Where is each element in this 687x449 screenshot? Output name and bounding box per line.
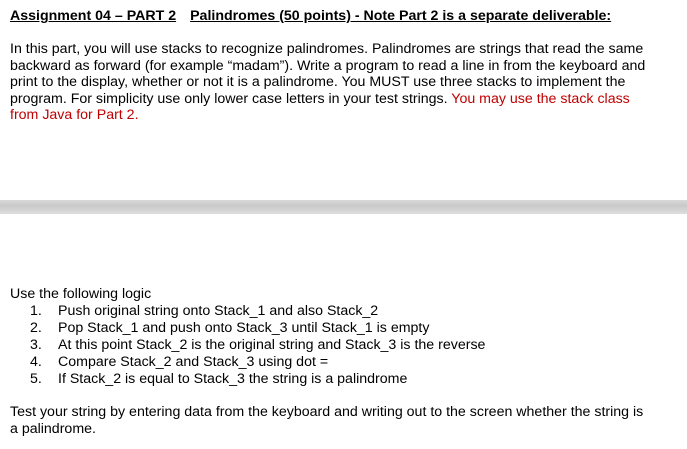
step-text: Pop Stack_1 and push onto Stack_3 until Stack_1 is empty — [58, 320, 430, 336]
intro-line-4-text: program. For simplicity use only lower case letters in your test strings. — [10, 90, 452, 107]
intro-line-3: print to the display, whether or not it is a palindrome. You MUST use three stacks to implement the — [10, 74, 626, 91]
step-number: 5. — [30, 371, 42, 387]
step-number: 4. — [30, 354, 42, 370]
closing-paragraph — [10, 404, 643, 437]
list-item — [30, 371, 485, 388]
closing-line-1: Test your string by entering data from the keyboard and writing out to the screen whether the string is — [10, 404, 644, 420]
heading-part-a: Assignment 04 – PART 2 — [10, 8, 177, 24]
page-bottom — [0, 214, 687, 449]
closing-line-2: a palindrome. — [10, 420, 96, 437]
step-text: Push original string onto Stack_1 and also Stack_2 — [58, 303, 379, 319]
list-item — [30, 303, 485, 320]
intro-paragraph — [10, 41, 645, 124]
step-number: 3. — [30, 337, 42, 353]
step-text: At this point Stack_2 is the original string and Stack_3 is the reverse — [58, 337, 486, 353]
assignment-heading — [10, 8, 611, 25]
logic-steps-list — [30, 303, 485, 388]
intro-line-1: In this part, you will use stacks to recognize palindromes. Palindromes are strings that read the same — [10, 41, 644, 57]
step-number: 2. — [30, 320, 42, 336]
page-top — [0, 0, 687, 200]
intro-line-4 — [10, 91, 645, 108]
heading-part-b: Palindromes (50 points) - Note Part 2 is a separate deliverable: — [190, 8, 612, 24]
list-item — [30, 337, 485, 354]
stack-class-note-cont: from Java for Part 2. — [10, 107, 139, 124]
step-text: If Stack_2 is equal to Stack_3 the string is a palindrome — [58, 371, 408, 387]
intro-line-2: backward as forward (for example “madam”). Write a program to read a line in from the keyboard and — [10, 57, 646, 74]
step-number: 1. — [30, 303, 42, 319]
list-item — [30, 320, 485, 337]
list-item — [30, 354, 485, 371]
logic-intro: Use the following logic — [10, 286, 152, 302]
page-separator — [0, 200, 687, 214]
stack-class-note: You may use the stack class — [451, 90, 630, 107]
step-text: Compare Stack_2 and Stack_3 using dot = — [58, 354, 329, 370]
